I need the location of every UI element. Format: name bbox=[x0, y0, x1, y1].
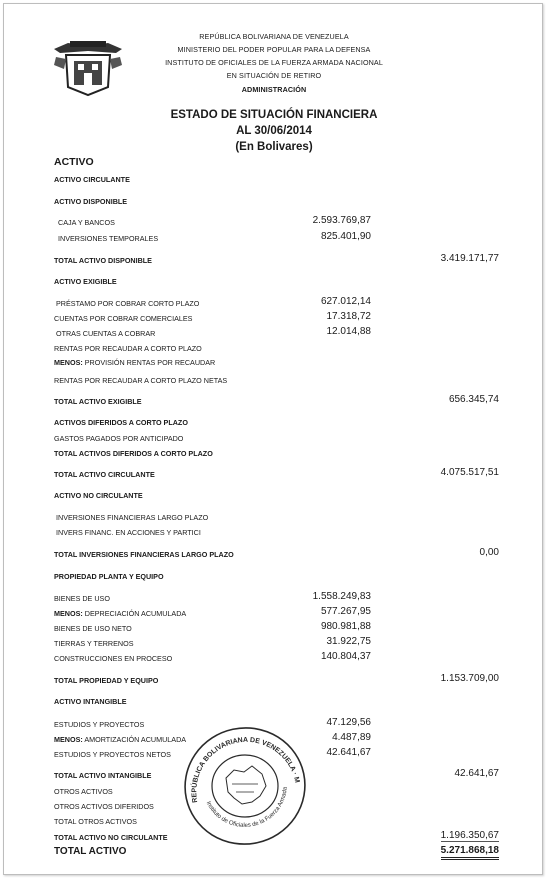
row-cuentas-por-cobrar: CUENTAS POR COBRAR COMERCIALES 17.318,72 bbox=[54, 311, 371, 323]
total-amount: 4.075.517,51 bbox=[440, 467, 499, 478]
total-amount: 656.345,74 bbox=[448, 394, 499, 405]
amount: 47.129,56 bbox=[326, 717, 371, 728]
row-total-activo-exigible: TOTAL ACTIVO EXIGIBLE 656.345,74 bbox=[54, 394, 499, 406]
institute-crest-logo bbox=[50, 37, 126, 97]
amount: 17.318,72 bbox=[326, 311, 371, 322]
amount: 31.922,75 bbox=[326, 636, 371, 647]
row-amortizacion: MENOS: AMORTIZACIÓN ACUMULADA 4.487,89 bbox=[54, 732, 371, 744]
official-seal-stamp bbox=[182, 722, 308, 848]
row-total-activo: TOTAL ACTIVO 5.271.868,18 bbox=[54, 848, 504, 860]
row-inversiones-largo-plazo: INVERSIONES FINANCIERAS LARGO PLAZO bbox=[56, 513, 209, 522]
seal-outer-text: REPÚBLICA BOLIVARIANA DE VENEZUELA · Ministerio bbox=[191, 736, 301, 804]
row-estudios-netos: ESTUDIOS Y PROYECTOS NETOS 42.641,67 bbox=[54, 747, 371, 759]
header-country: REPÚBLICA BOLIVARIANA DE VENEZUELA bbox=[199, 32, 349, 41]
row-total-intangible: TOTAL ACTIVO INTANGIBLE 42.641,67 bbox=[54, 768, 499, 780]
row-total-otros-activos: TOTAL OTROS ACTIVOS bbox=[54, 817, 137, 826]
row-provision-rentas: MENOS: PROVISIÓN RENTAS POR RECAUDAR bbox=[54, 358, 216, 367]
grand-total-amount: 5.271.868,18 bbox=[441, 845, 499, 860]
amount: 980.981,88 bbox=[320, 621, 371, 632]
row-activo-no-circulante: ACTIVO NO CIRCULANTE bbox=[54, 491, 143, 500]
amount: 42.641,67 bbox=[326, 747, 371, 758]
amount: 2.593.769,87 bbox=[312, 215, 371, 226]
amount: 825.401,90 bbox=[320, 231, 371, 242]
row-caja-bancos: CAJA Y BANCOS 2.593.769,87 bbox=[58, 215, 371, 227]
row-total-no-circulante: TOTAL ACTIVO NO CIRCULANTE 1.196.350,67 bbox=[54, 830, 499, 842]
row-total-propiedad: TOTAL PROPIEDAD Y EQUIPO 1.153.709,00 bbox=[54, 673, 499, 685]
amount: 12.014,88 bbox=[326, 326, 371, 337]
row-otras-cuentas: OTRAS CUENTAS A COBRAR 12.014,88 bbox=[56, 326, 371, 338]
total-amount: 42.641,67 bbox=[454, 768, 499, 779]
total-amount: 0,00 bbox=[479, 547, 499, 558]
row-activo-disponible: ACTIVO DISPONIBLE bbox=[54, 197, 128, 206]
row-construcciones: CONSTRUCCIONES EN PROCESO 140.804,37 bbox=[54, 651, 371, 663]
row-total-activo-circulante: TOTAL ACTIVO CIRCULANTE 4.075.517,51 bbox=[54, 467, 499, 479]
row-rentas-netas: RENTAS POR RECAUDAR A CORTO PLAZO NETAS bbox=[54, 376, 228, 385]
section-heading-activo: ACTIVO bbox=[54, 156, 94, 168]
row-activo-intangible: ACTIVO INTANGIBLE bbox=[54, 697, 127, 706]
row-tierras-terrenos: TIERRAS Y TERRENOS 31.922,75 bbox=[54, 636, 371, 648]
header-status: EN SITUACIÓN DE RETIRO bbox=[226, 71, 322, 80]
total-amount: 1.153.709,00 bbox=[440, 673, 499, 684]
row-activo-circulante: ACTIVO CIRCULANTE bbox=[54, 175, 130, 184]
header-department: ADMINISTRACIÓN bbox=[241, 85, 307, 94]
amount: 1.558.249,83 bbox=[312, 591, 371, 602]
row-rentas-por-recaudar: RENTAS POR RECAUDAR A CORTO PLAZO bbox=[54, 344, 202, 353]
row-invers-acciones: INVERS FINANC. EN ACCIONES Y PARTICI bbox=[56, 528, 201, 537]
row-inversiones-temporales: INVERSIONES TEMPORALES 825.401,90 bbox=[58, 231, 371, 243]
total-amount: 1.196.350,67 bbox=[440, 830, 499, 841]
header-ministry: MINISTERIO DEL PODER POPULAR PARA LA DEFENSA bbox=[177, 45, 371, 54]
row-total-activo-disponible: TOTAL ACTIVO DISPONIBLE 3.419.171,77 bbox=[54, 253, 499, 265]
row-gastos-pagados: GASTOS PAGADOS POR ANTICIPADO bbox=[54, 434, 184, 443]
row-depreciacion: MENOS: DEPRECIACIÓN ACUMULADA 577.267,95 bbox=[54, 606, 371, 618]
seal-inner-text: Instituto de Oficiales de la Fuerza Armada bbox=[204, 786, 289, 829]
row-otros-diferidos: OTROS ACTIVOS DIFERIDOS bbox=[54, 802, 154, 811]
amount: 577.267,95 bbox=[320, 606, 371, 617]
row-propiedad-planta: PROPIEDAD PLANTA Y EQUIPO bbox=[54, 572, 164, 581]
row-bienes-de-uso: BIENES DE USO 1.558.249,83 bbox=[54, 591, 371, 603]
row-total-activos-diferidos: TOTAL ACTIVOS DIFERIDOS A CORTO PLAZO bbox=[54, 449, 213, 458]
document-page bbox=[3, 3, 543, 875]
total-amount: 3.419.171,77 bbox=[440, 253, 499, 264]
row-otros-activos: OTROS ACTIVOS bbox=[54, 787, 113, 796]
row-estudios-proyectos: ESTUDIOS Y PROYECTOS 47.129,56 bbox=[54, 717, 371, 729]
statement-title: ESTADO DE SITUACIÓN FINANCIERA bbox=[170, 109, 378, 121]
row-total-inversiones: TOTAL INVERSIONES FINANCIERAS LARGO PLAZO 0,00 bbox=[54, 547, 499, 559]
header-institute: INSTITUTO DE OFICIALES DE LA FUERZA ARMADA NACIONAL bbox=[165, 58, 383, 67]
amount: 4.487,89 bbox=[332, 732, 371, 743]
statement-currency: (En Bolivares) bbox=[235, 141, 313, 153]
row-activo-exigible: ACTIVO EXIGIBLE bbox=[54, 277, 117, 286]
row-prestamo-por-cobrar: PRÉSTAMO POR COBRAR CORTO PLAZO 627.012,14 bbox=[56, 296, 371, 308]
row-activos-diferidos: ACTIVOS DIFERIDOS A CORTO PLAZO bbox=[54, 418, 188, 427]
amount: 140.804,37 bbox=[320, 651, 371, 662]
row-bienes-neto: BIENES DE USO NETO 980.981,88 bbox=[54, 621, 371, 633]
statement-date: AL 30/06/2014 bbox=[236, 125, 312, 137]
amount: 627.012,14 bbox=[320, 296, 371, 307]
